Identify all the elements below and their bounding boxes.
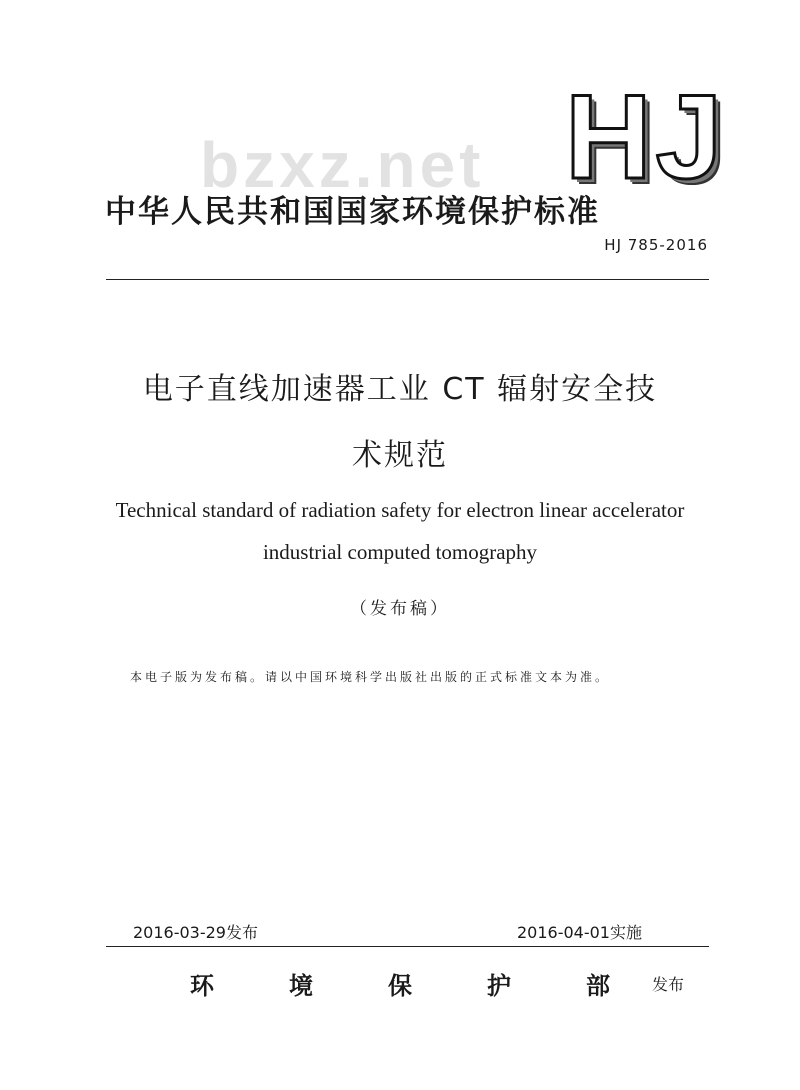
header-divider	[106, 279, 709, 280]
edition-notice: 本电子版为发布稿。请以中国环境科学出版社出版的正式标准文本为准。	[130, 670, 611, 684]
issuer-char: 环	[190, 972, 214, 1000]
issuer-suffix: 发布	[652, 975, 685, 994]
hj-logo: HJ	[565, 70, 727, 204]
draft-label: （发布稿）	[350, 599, 450, 619]
en-title-line1: Technical standard of radiation safety for electron linear accelerator	[115, 498, 685, 522]
publish-date: 2016-03-29发布	[133, 923, 258, 942]
cn-title-line2: 术规范	[352, 438, 448, 473]
en-title-line2: industrial computed tomography	[262, 540, 538, 564]
cn-title-line1: 电子直线加速器工业 CT 辐射安全技	[142, 372, 658, 407]
watermark: bzxz.net	[200, 129, 485, 201]
footer-divider	[106, 946, 709, 947]
implement-date: 2016-04-01实施	[517, 923, 642, 942]
standard-category: 中华人民共和国国家环境保护标准	[105, 194, 600, 230]
issuer-name	[190, 966, 610, 1001]
issuer-char: 部	[586, 972, 610, 1000]
issuer-char: 保	[388, 972, 412, 1000]
issuer-char: 护	[487, 972, 511, 1000]
issuer-char: 境	[289, 972, 313, 1000]
standard-code: HJ 785-2016	[604, 236, 708, 254]
